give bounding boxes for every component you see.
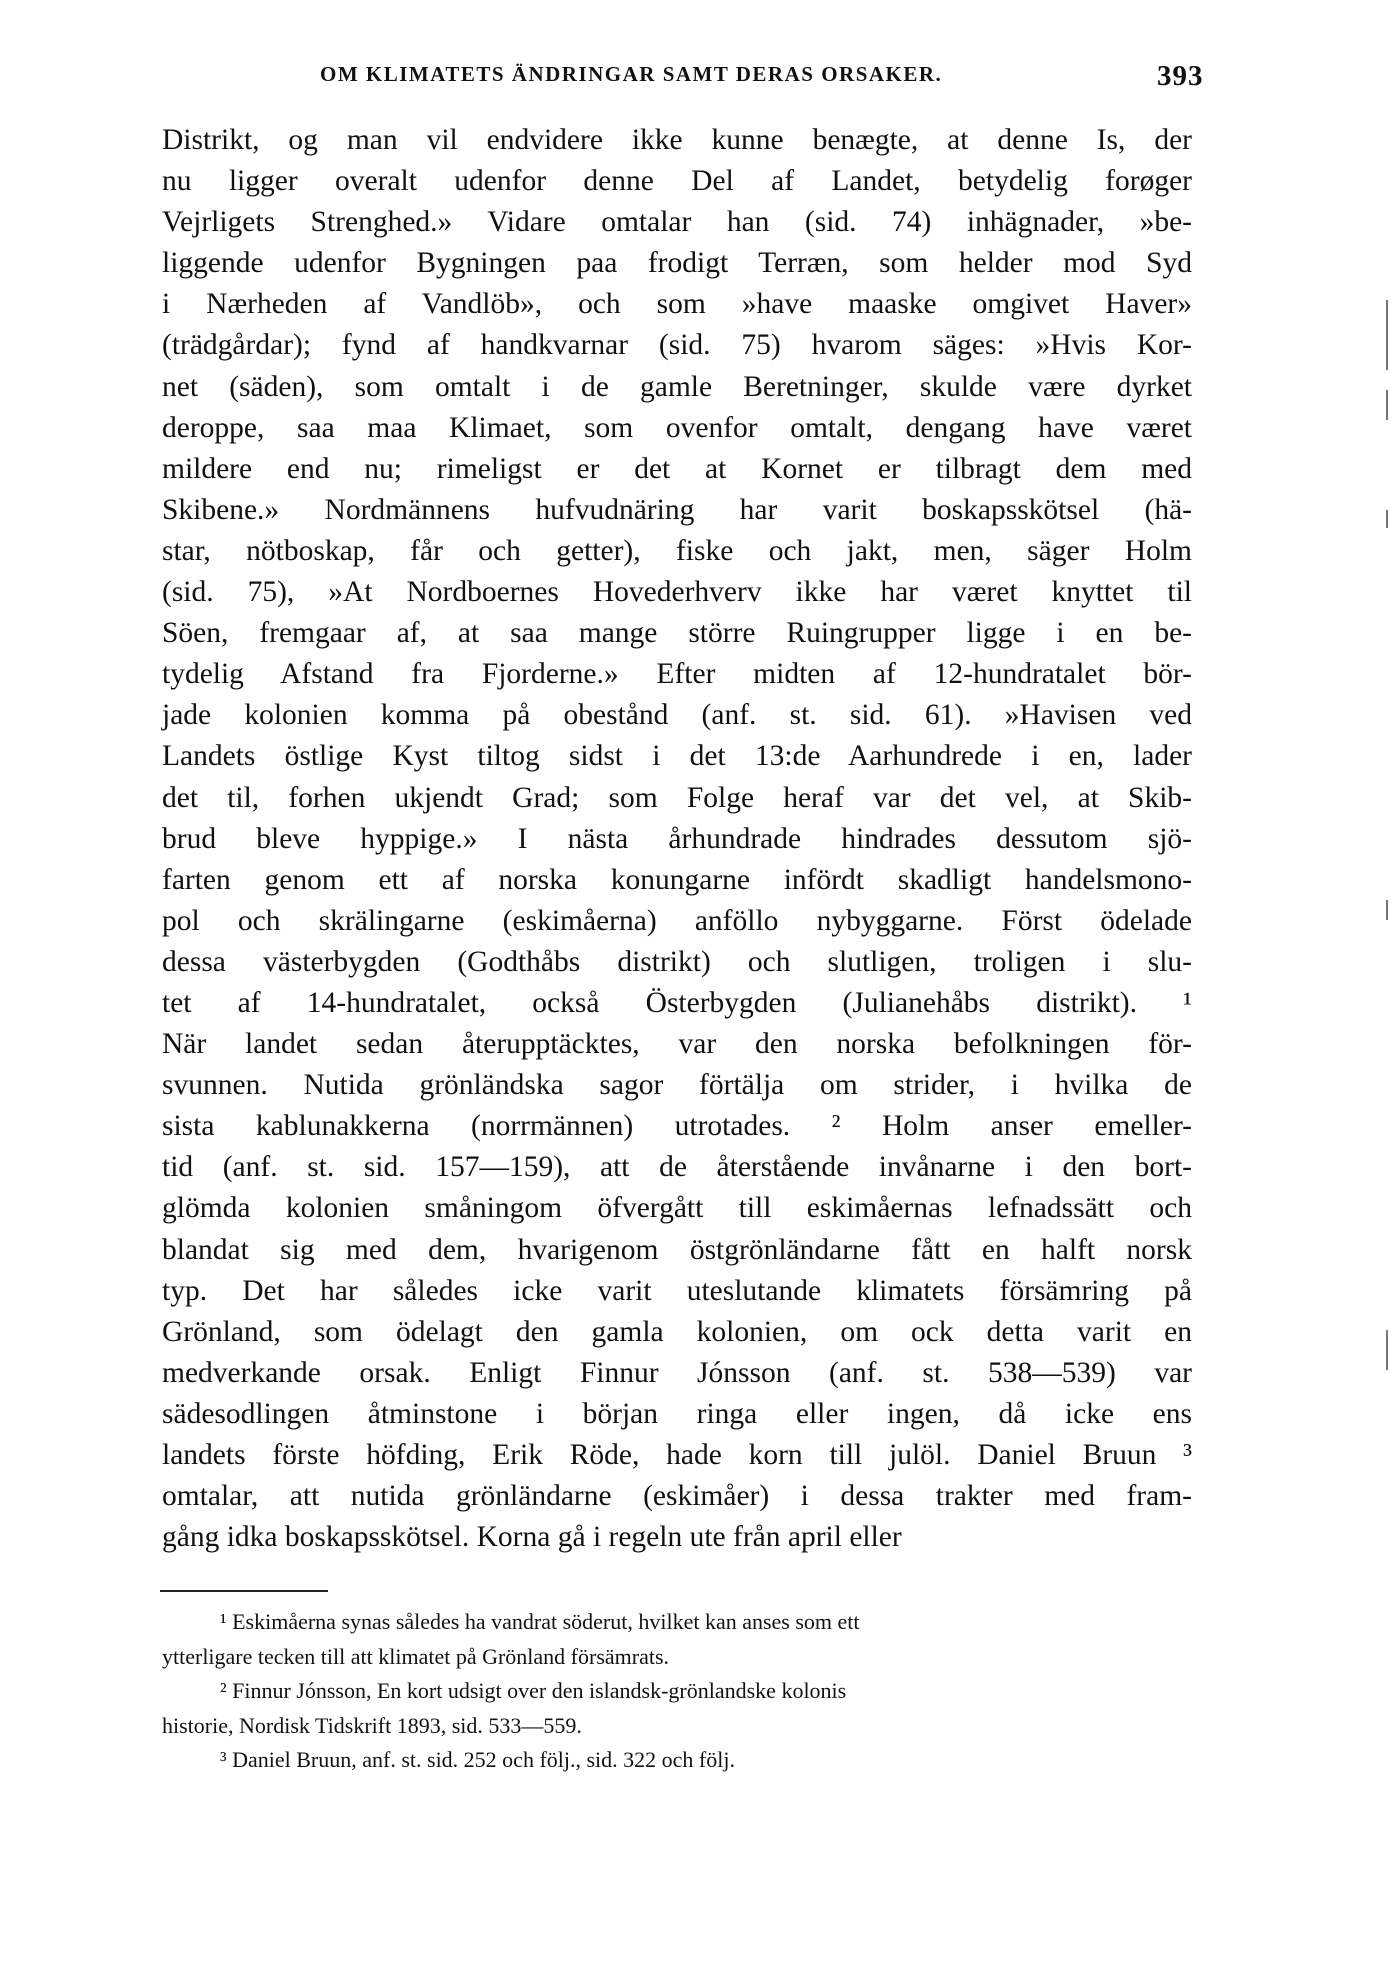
body-line: sista kablunakkerna (norrmännen) utrotades. ² Holm anser emeller-	[162, 1110, 1192, 1143]
body-line: jade kolonien komma på obestånd (anf. st. sid. 61). »Havisen ved	[162, 699, 1192, 732]
body-line: net (säden), som omtalt i de gamle Beretninger, skulde være dyrket	[162, 370, 1192, 403]
body-line: farten genom ett af norska konungarne infördt skadligt handelsmono-	[162, 863, 1192, 896]
footnote-line: historie, Nordisk Tidskrift 1893, sid. 533—559.	[162, 1712, 582, 1738]
edge-mark	[1386, 390, 1388, 420]
body-line: pol och skrälingarne (eskimåerna) anföllo nybyggarne. Först ödelade	[162, 904, 1192, 937]
body-line: dessa västerbygden (Godthåbs distrikt) och slutligen, troligen i slu-	[162, 945, 1192, 978]
body-line: deroppe, saa maa Klimaet, som ovenfor omtalt, dengang have været	[162, 411, 1192, 444]
body-line: omtalar, att nutida grönländarne (eskimåer) i dessa trakter med fram-	[162, 1480, 1192, 1513]
body-line: tid (anf. st. sid. 157—159), att de återstående invånarne i den bort-	[162, 1151, 1192, 1184]
body-line: Skibene.» Nordmännens hufvudnäring har varit boskapsskötsel (hä-	[162, 493, 1192, 526]
footnote-line: ¹ Eskimåerna synas således ha vandrat söderut, hvilket kan anses som ett	[220, 1609, 860, 1634]
page-number: 393	[1157, 60, 1204, 92]
body-line: medverkande orsak. Enligt Finnur Jónsson (anf. st. 538—539) var	[162, 1356, 1192, 1389]
page-edge-marks	[1380, 300, 1398, 1500]
footnote-divider	[160, 1590, 328, 1592]
body-line: tydelig Afstand fra Fjorderne.» Efter midten af 12-hundratalet bör-	[162, 658, 1192, 691]
edge-mark	[1386, 900, 1388, 920]
body-line: (sid. 75), »At Nordboernes Hovederhverv ikke har været knyttet til	[162, 576, 1192, 609]
body-line: tet af 14-hundratalet, också Österbygden (Julianehåbs distrikt). ¹	[162, 986, 1192, 1019]
body-line: Grönland, som ödelagt den gamla kolonien, om ock detta varit en	[162, 1315, 1192, 1348]
body-line: i Nærheden af Vandlöb», och som »have maaske omgivet Haver»	[162, 288, 1192, 321]
body-line: star, nötboskap, får och getter), fiske och jakt, men, säger Holm	[162, 534, 1192, 567]
body-line: svunnen. Nutida grönländska sagor förtälja om strider, i hvilka de	[162, 1069, 1192, 1102]
body-line: Landets östlige Kyst tiltog sidst i det 13:de Aarhundrede i en, lader	[162, 740, 1192, 773]
body-line: liggende udenfor Bygningen paa frodigt Terræn, som helder mod Syd	[162, 247, 1192, 280]
body-line: mildere end nu; rimeligst er det at Kornet er tilbragt dem med	[162, 452, 1192, 485]
footnote-line: ³ Daniel Bruun, anf. st. sid. 252 och följ., sid. 322 och följ.	[220, 1747, 735, 1772]
body-text	[162, 120, 1192, 1558]
body-line: nu ligger overalt udenfor denne Del af Landet, betydelig forøger	[162, 165, 1192, 198]
edge-mark	[1386, 1330, 1388, 1370]
body-line: landets förste höfding, Erik Röde, hade korn till julöl. Daniel Bruun ³	[162, 1439, 1192, 1471]
body-line: brud bleve hyppige.» I nästa århundrade hindrades dessutom sjö-	[162, 822, 1192, 855]
running-head: OM KLIMATETS ÄNDRINGAR SAMT DERAS ORSAKER.	[320, 62, 943, 86]
body-line: det til, forhen ukjendt Grad; som Folge heraf var det vel, at Skib-	[162, 781, 1192, 814]
body-line: Distrikt, og man vil endvidere ikke kunne benægte, at denne Is, der	[162, 124, 1192, 156]
footnote-line: ytterligare tecken till att klimatet på Grönland försämrats.	[162, 1643, 670, 1669]
body-line: När landet sedan återupptäcktes, var den norska befolkningen för-	[162, 1028, 1192, 1061]
footnote-line: ² Finnur Jónsson, En kort udsigt over den islandsk-grönlandske kolonis	[220, 1678, 847, 1703]
footnotes	[162, 1605, 1220, 1778]
edge-mark	[1386, 510, 1388, 528]
edge-mark	[1386, 300, 1388, 370]
body-line: blandat sig med dem, hvarigenom östgrönländarne fått en halft norsk	[162, 1233, 1192, 1266]
body-line: gång idka boskapsskötsel. Korna gå i regeln ute från april eller	[162, 1521, 902, 1554]
body-line: (trädgårdar); fynd af handkvarnar (sid. 75) hvarom säges: »Hvis Kor-	[162, 329, 1192, 362]
body-line: glömda kolonien småningom öfvergått till eskimåernas lefnadssätt och	[162, 1192, 1192, 1225]
body-line: typ. Det har således icke varit uteslutande klimatets försämring på	[162, 1274, 1192, 1307]
body-line: Vejrligets Strenghed.» Vidare omtalar han (sid. 74) inhägnader, »be-	[162, 206, 1192, 239]
body-line: Söen, fremgaar af, at saa mange större Ruingrupper ligge i en be-	[162, 617, 1192, 650]
body-line: sädesodlingen åtminstone i början ringa eller ingen, då icke ens	[162, 1397, 1192, 1430]
